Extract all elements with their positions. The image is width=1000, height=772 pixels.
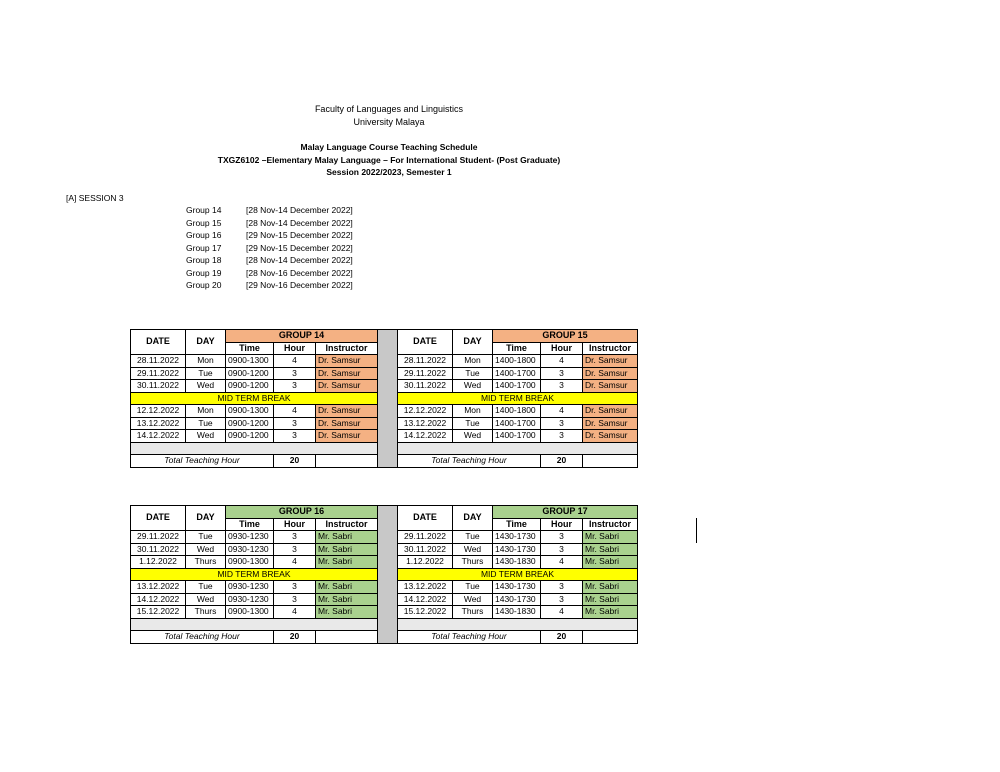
day-cell: Tue <box>453 417 493 430</box>
instructor-cell: Dr. Samsur <box>316 417 378 430</box>
time-cell: 1400-1700 <box>493 430 541 443</box>
date-cell: 13.12.2022 <box>398 581 453 594</box>
time-cell: 1430-1830 <box>493 606 541 619</box>
date-cell: 13.12.2022 <box>131 581 186 594</box>
date-cell: 29.11.2022 <box>398 367 453 380</box>
date-cell: 14.12.2022 <box>398 593 453 606</box>
hour-cell: 3 <box>541 380 583 393</box>
group-dates: [28 Nov-16 December 2022] <box>246 267 353 278</box>
group-entry <box>186 268 353 278</box>
day-cell: Mon <box>453 355 493 368</box>
time-cell: 0930-1230 <box>226 531 274 544</box>
hour-header: Hour <box>274 518 316 531</box>
date-cell: 30.11.2022 <box>398 543 453 556</box>
group-title: GROUP 14 <box>226 330 378 343</box>
schedule-title: Malay Language Course Teaching Schedule <box>300 142 478 152</box>
hour-cell: 3 <box>274 543 316 556</box>
day-header: DAY <box>186 506 226 531</box>
hour-cell: 3 <box>274 593 316 606</box>
course-title: TXGZ6102 –Elementary Malay Language – For International Student- (Post Graduate) <box>217 155 561 165</box>
day-cell: Wed <box>453 380 493 393</box>
instructor-cell: Mr. Sabri <box>316 593 378 606</box>
group-entry <box>186 243 353 253</box>
time-cell: 0900-1300 <box>226 556 274 569</box>
time-cell: 1430-1730 <box>493 543 541 556</box>
day-cell: Tue <box>453 581 493 594</box>
date-cell: 14.12.2022 <box>131 593 186 606</box>
time-cell: 0900-1300 <box>226 606 274 619</box>
day-cell: Wed <box>186 380 226 393</box>
date-header: DATE <box>398 506 453 531</box>
hour-header: Hour <box>274 342 316 355</box>
table-cell <box>583 455 638 468</box>
day-cell: Tue <box>453 531 493 544</box>
total-label: Total Teaching Hour <box>398 631 541 644</box>
mid-term-break: MID TERM BREAK <box>398 392 638 405</box>
schedule-table <box>130 505 638 644</box>
blank-row <box>398 618 638 631</box>
total-value: 20 <box>541 631 583 644</box>
date-cell: 29.11.2022 <box>398 531 453 544</box>
instructor-cell: Dr. Samsur <box>316 367 378 380</box>
instructor-cell: Mr. Sabri <box>316 531 378 544</box>
time-header: Time <box>226 342 274 355</box>
hour-cell: 3 <box>541 531 583 544</box>
date-cell: 15.12.2022 <box>398 606 453 619</box>
hour-cell: 4 <box>274 405 316 418</box>
total-value: 20 <box>541 455 583 468</box>
instructor-cell: Mr. Sabri <box>316 556 378 569</box>
column-separator <box>378 330 398 468</box>
day-cell: Tue <box>186 531 226 544</box>
mid-term-break: MID TERM BREAK <box>131 392 378 405</box>
hour-cell: 3 <box>274 430 316 443</box>
group-entry <box>186 205 353 215</box>
time-header: Time <box>493 342 541 355</box>
hour-cell: 4 <box>274 355 316 368</box>
mid-term-break: MID TERM BREAK <box>131 568 378 581</box>
total-label: Total Teaching Hour <box>131 631 274 644</box>
group-dates: [29 Nov-16 December 2022] <box>246 280 353 290</box>
hour-cell: 4 <box>541 556 583 569</box>
hour-cell: 3 <box>541 593 583 606</box>
day-cell: Mon <box>453 405 493 418</box>
time-cell: 0930-1230 <box>226 581 274 594</box>
table-cell <box>316 631 378 644</box>
hour-cell: 3 <box>541 417 583 430</box>
hour-cell: 3 <box>541 367 583 380</box>
group-dates: [28 Nov-14 December 2022] <box>246 217 353 228</box>
instructor-cell: Dr. Samsur <box>316 380 378 393</box>
instructor-cell: Dr. Samsur <box>583 430 638 443</box>
day-cell: Wed <box>186 593 226 606</box>
group-dates: [29 Nov-15 December 2022] <box>246 230 353 240</box>
date-cell: 12.12.2022 <box>398 405 453 418</box>
day-cell: Wed <box>453 543 493 556</box>
instructor-cell: Mr. Sabri <box>583 543 638 556</box>
date-cell: 13.12.2022 <box>398 417 453 430</box>
date-cell: 28.11.2022 <box>398 355 453 368</box>
instructor-cell: Dr. Samsur <box>316 355 378 368</box>
date-cell: 13.12.2022 <box>131 417 186 430</box>
day-cell: Wed <box>186 430 226 443</box>
hour-cell: 3 <box>274 417 316 430</box>
day-cell: Thurs <box>453 556 493 569</box>
date-cell: 14.12.2022 <box>398 430 453 443</box>
group-name: Group 14 <box>186 205 222 215</box>
hour-cell: 3 <box>541 543 583 556</box>
faculty-name: Faculty of Languages and Linguistics <box>314 104 464 114</box>
mid-term-break: MID TERM BREAK <box>398 568 638 581</box>
group-dates: [28 Nov-14 December 2022] <box>246 255 353 265</box>
time-cell: 0900-1200 <box>226 380 274 393</box>
instructor-cell: Mr. Sabri <box>583 581 638 594</box>
time-cell: 1400-1700 <box>493 380 541 393</box>
blank-row <box>131 442 378 455</box>
instructor-header: Instructor <box>583 342 638 355</box>
hour-header: Hour <box>541 342 583 355</box>
university-name: University Malaya <box>353 117 425 127</box>
instructor-header: Instructor <box>316 342 378 355</box>
group-name: Group 17 <box>186 242 222 253</box>
day-header: DAY <box>186 330 226 355</box>
hour-cell: 3 <box>541 581 583 594</box>
time-cell: 0930-1230 <box>226 543 274 556</box>
date-header: DATE <box>131 330 186 355</box>
instructor-cell: Dr. Samsur <box>316 430 378 443</box>
date-cell: 28.11.2022 <box>131 355 186 368</box>
day-cell: Mon <box>186 355 226 368</box>
time-cell: 0930-1230 <box>226 593 274 606</box>
date-cell: 15.12.2022 <box>131 606 186 619</box>
instructor-cell: Mr. Sabri <box>583 606 638 619</box>
instructor-cell: Mr. Sabri <box>583 593 638 606</box>
date-cell: 29.11.2022 <box>131 367 186 380</box>
hour-cell: 3 <box>274 581 316 594</box>
total-label: Total Teaching Hour <box>131 455 274 468</box>
schedule-table <box>130 329 638 468</box>
instructor-cell: Mr. Sabri <box>316 543 378 556</box>
time-cell: 1400-1700 <box>493 367 541 380</box>
date-header: DATE <box>131 506 186 531</box>
date-cell: 1.12.2022 <box>398 556 453 569</box>
day-cell: Tue <box>186 417 226 430</box>
day-header: DAY <box>453 506 493 531</box>
instructor-cell: Dr. Samsur <box>583 367 638 380</box>
day-cell: Tue <box>453 367 493 380</box>
hour-cell: 4 <box>274 606 316 619</box>
day-cell: Thurs <box>453 606 493 619</box>
day-cell: Wed <box>186 543 226 556</box>
hour-header: Hour <box>541 518 583 531</box>
instructor-cell: Dr. Samsur <box>583 405 638 418</box>
hour-cell: 4 <box>541 606 583 619</box>
time-cell: 1430-1830 <box>493 556 541 569</box>
day-header: DAY <box>453 330 493 355</box>
instructor-header: Instructor <box>583 518 638 531</box>
date-cell: 12.12.2022 <box>131 405 186 418</box>
hour-cell: 3 <box>274 367 316 380</box>
time-cell: 0900-1200 <box>226 430 274 443</box>
instructor-cell: Mr. Sabri <box>583 531 638 544</box>
hour-cell: 3 <box>274 531 316 544</box>
group-name: Group 15 <box>186 217 222 228</box>
total-value: 20 <box>274 631 316 644</box>
group-name: Group 16 <box>186 230 222 240</box>
time-cell: 0900-1200 <box>226 417 274 430</box>
table-cell <box>316 455 378 468</box>
instructor-cell: Mr. Sabri <box>316 606 378 619</box>
date-cell: 30.11.2022 <box>131 380 186 393</box>
total-label: Total Teaching Hour <box>398 455 541 468</box>
group-dates: [29 Nov-15 December 2022] <box>246 242 353 253</box>
time-cell: 1400-1700 <box>493 417 541 430</box>
section-label: [A] SESSION 3 <box>66 193 124 203</box>
time-cell: 0900-1300 <box>226 405 274 418</box>
date-cell: 29.11.2022 <box>131 531 186 544</box>
blank-row <box>131 618 378 631</box>
time-cell: 1400-1800 <box>493 405 541 418</box>
time-cell: 0900-1200 <box>226 367 274 380</box>
instructor-cell: Dr. Samsur <box>583 380 638 393</box>
hour-cell: 4 <box>541 355 583 368</box>
time-cell: 1430-1730 <box>493 581 541 594</box>
time-header: Time <box>493 518 541 531</box>
group-entry <box>186 218 353 228</box>
day-cell: Wed <box>453 430 493 443</box>
group-entry <box>186 230 353 240</box>
group-dates: [28 Nov-14 December 2022] <box>246 205 353 215</box>
hour-cell: 3 <box>541 430 583 443</box>
time-cell: 1400-1800 <box>493 355 541 368</box>
blank-row <box>398 442 638 455</box>
instructor-cell: Mr. Sabri <box>583 556 638 569</box>
group-title: GROUP 16 <box>226 506 378 519</box>
hour-cell: 4 <box>274 556 316 569</box>
instructor-cell: Dr. Samsur <box>583 355 638 368</box>
date-cell: 1.12.2022 <box>131 556 186 569</box>
hour-cell: 3 <box>274 380 316 393</box>
group-name: Group 19 <box>186 267 222 278</box>
day-cell: Tue <box>186 581 226 594</box>
instructor-cell: Dr. Samsur <box>583 417 638 430</box>
time-cell: 1430-1730 <box>493 531 541 544</box>
time-header: Time <box>226 518 274 531</box>
date-header: DATE <box>398 330 453 355</box>
instructor-header: Instructor <box>316 518 378 531</box>
group-entry <box>186 280 353 290</box>
group-title: GROUP 17 <box>493 506 638 519</box>
day-cell: Thurs <box>186 556 226 569</box>
total-value: 20 <box>274 455 316 468</box>
group-entry <box>186 255 353 265</box>
date-cell: 30.11.2022 <box>398 380 453 393</box>
column-separator <box>378 506 398 644</box>
day-cell: Mon <box>186 405 226 418</box>
time-cell: 0900-1300 <box>226 355 274 368</box>
group-name: Group 18 <box>186 255 222 265</box>
time-cell: 1430-1730 <box>493 593 541 606</box>
group-title: GROUP 15 <box>493 330 638 343</box>
day-cell: Tue <box>186 367 226 380</box>
hour-cell: 4 <box>541 405 583 418</box>
date-cell: 30.11.2022 <box>131 543 186 556</box>
day-cell: Wed <box>453 593 493 606</box>
instructor-cell: Dr. Samsur <box>316 405 378 418</box>
text-cursor <box>696 518 697 543</box>
instructor-cell: Mr. Sabri <box>316 581 378 594</box>
table-cell <box>583 631 638 644</box>
session-title: Session 2022/2023, Semester 1 <box>326 167 452 177</box>
day-cell: Thurs <box>186 606 226 619</box>
date-cell: 14.12.2022 <box>131 430 186 443</box>
group-name: Group 20 <box>186 280 222 290</box>
